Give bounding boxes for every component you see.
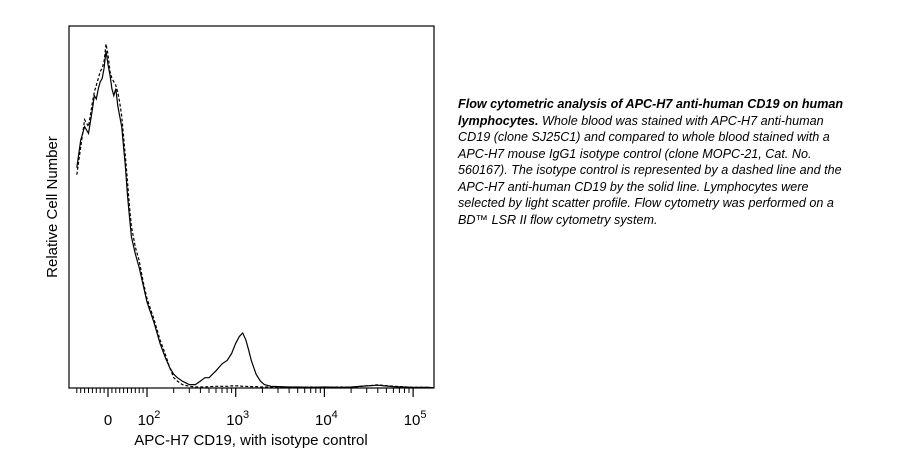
series-layer — [77, 44, 433, 388]
x-tick-label: $10^2$ — [137, 409, 161, 429]
x-tick-label: $10^5$ — [403, 409, 427, 429]
x-axis-label: APC-H7 CD19, with isotype control — [134, 432, 368, 449]
figure-caption — [458, 96, 848, 228]
x-tick-labels — [104, 388, 427, 429]
x-tick-label: $10^4$ — [314, 409, 338, 429]
series-line-dashed — [77, 44, 433, 388]
x-tick-label: $10^3$ — [226, 409, 250, 429]
x-axis-minor-ticks — [77, 388, 409, 393]
plot-frame — [69, 26, 434, 388]
x-tick-label: 0 — [103, 412, 113, 429]
caption-title: Flow cytometric analysis of APC-H7 anti-human CD19 on human lymphocytes. — [458, 97, 844, 128]
y-axis-label: Relative Cell Number — [44, 136, 61, 278]
caption-body: Whole blood was stained with APC-H7 anti-human CD19 (clone SJ25C1) and compared to whole blood stained with a APC-H7 mouse IgG1 isotype control (clone MOPC-21, Cat. No. 560167). The isotype control is represented by a dashed line and the APC-H7 anti-human CD19 by the solid line. Lymphocytes were selected by light scatter profile. Flow cytometry was performed on a BD™ LSR II flow cytometry system. — [458, 113, 842, 227]
